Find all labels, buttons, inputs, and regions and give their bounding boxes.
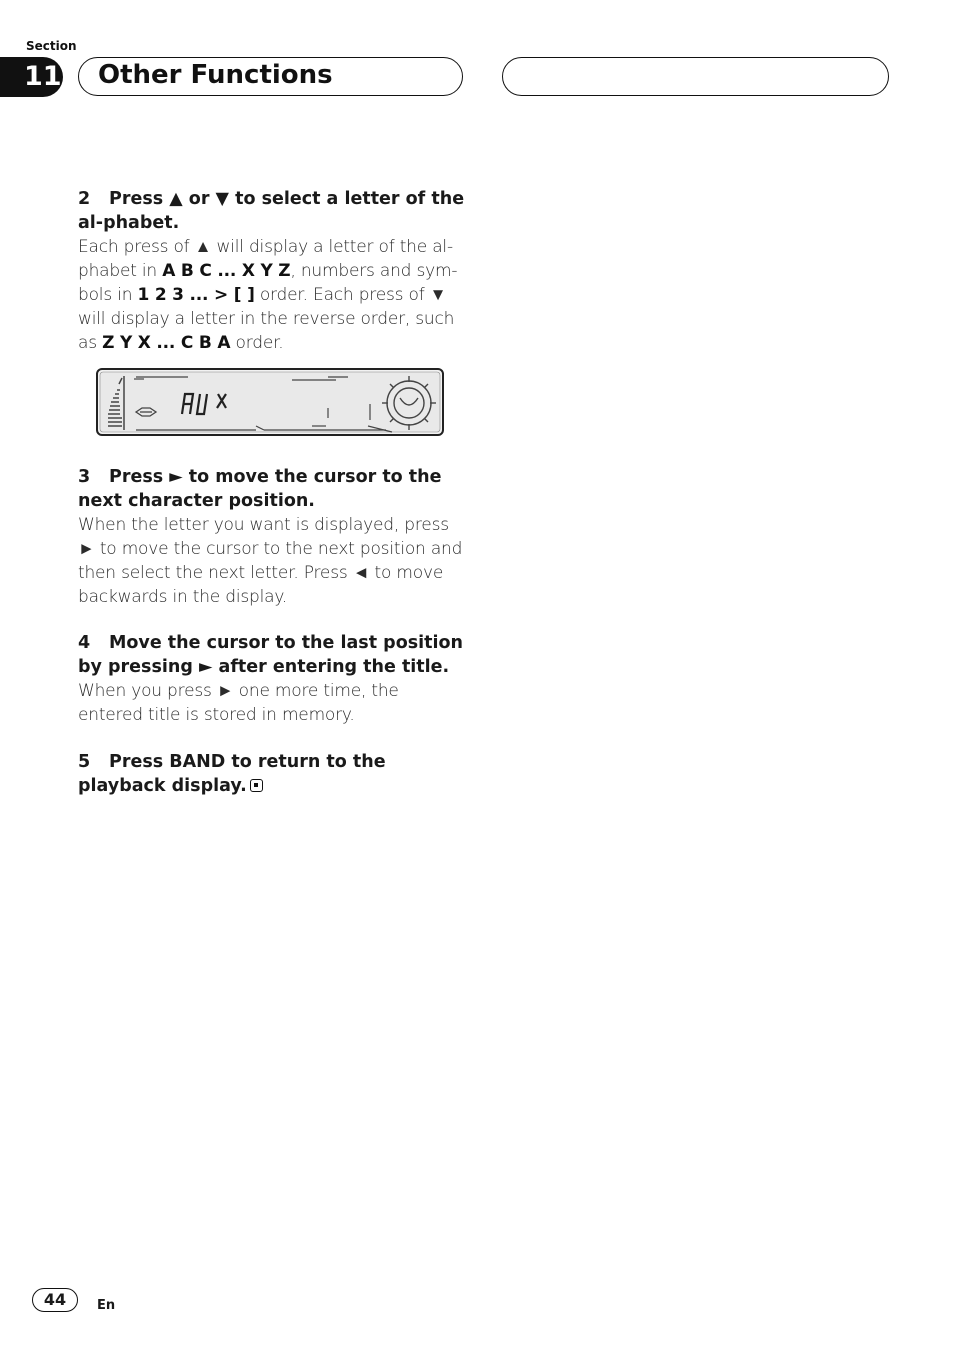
step-body (78, 679, 466, 727)
step-3 (78, 465, 466, 609)
empty-header-pill (502, 57, 889, 96)
step-number: 3 (78, 467, 91, 487)
step-number: 4 (78, 633, 91, 653)
body-run: , numbers and sym-bols in (78, 261, 458, 305)
body-run: When the letter you want is displayed, press ► to move the cursor to the next position and then select the next letter. Press ◄ to move backwards in the display. (78, 515, 463, 607)
step-heading (78, 187, 466, 235)
page-title: Other Functions (98, 60, 333, 90)
step-heading (78, 750, 466, 798)
body-run: order. (230, 333, 284, 353)
step-heading-text: Move the cursor to the last position by pressing ► after entering the title. (78, 633, 463, 677)
body-run-bold: Z Y X ... C B A (102, 333, 231, 353)
step-body (78, 513, 466, 609)
step-heading (78, 465, 466, 513)
step-2 (78, 187, 466, 355)
step-heading-text: Press BAND to return to the playback display. (78, 752, 386, 796)
title-pill (78, 57, 463, 96)
step-4 (78, 631, 466, 727)
language-label: En (97, 1298, 116, 1313)
body-run-bold: A B C ... X Y Z (162, 261, 291, 281)
step-body (78, 235, 466, 355)
step-heading-text: Press ▲ or ▼ to select a letter of the al-phabet. (78, 189, 465, 233)
section-label: Section (26, 39, 77, 53)
body-run: When you press ► one more time, the entered title is stored in memory. (78, 681, 399, 725)
body-run: Each press of ▲ will display a letter of the al-phabet in (78, 237, 453, 281)
step-heading-text: Press ► to move the cursor to the next character position. (78, 467, 442, 511)
step-heading (78, 631, 466, 679)
body-run: order. Each press of ▼ will display a letter in the reverse order, such as (78, 285, 455, 353)
lcd-svg (96, 368, 444, 436)
body-run-bold: 1 2 3 ... > [ ] (137, 285, 255, 305)
page-number: 44 (32, 1288, 78, 1312)
step-number: 2 (78, 189, 91, 209)
section-number-badge: 11 (0, 57, 63, 97)
step-5 (78, 750, 466, 798)
lcd-display-illustration (96, 368, 444, 436)
step-number: 5 (78, 752, 91, 772)
end-mark-icon (250, 779, 263, 792)
